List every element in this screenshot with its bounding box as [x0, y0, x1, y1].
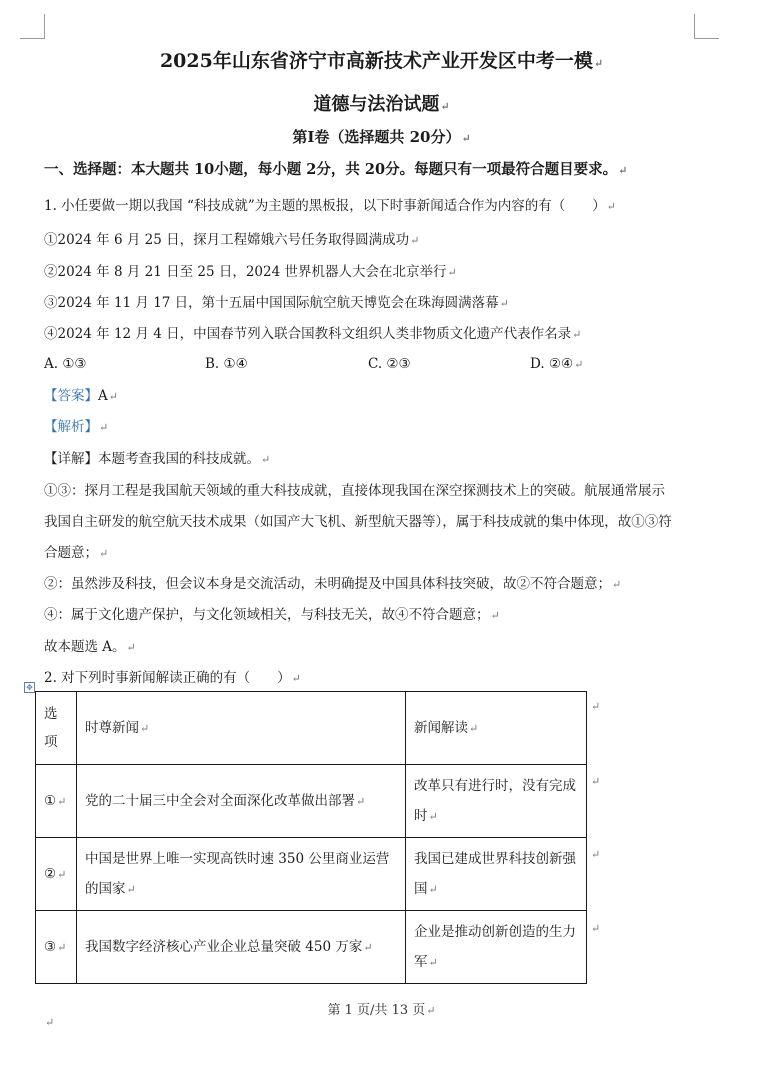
row-news: 中国是世界上唯一实现高铁时速 350 公里商业运营的国家↵: [77, 838, 406, 911]
q1-explain-5: ④：属于文化遗产保护，与文化领域相关，与科技无关，故④不符合题意；↵: [44, 607, 500, 623]
row-reading: 企业是推动创新创造的生力军↵: [406, 911, 587, 984]
row-news: 党的二十届三中全会对全面深化改革做出部署↵: [77, 765, 406, 838]
answer-tag: 【答案】: [44, 388, 98, 404]
header-news: 时尊新闻↵: [77, 692, 406, 765]
q1-option-a: A. ①③: [44, 356, 87, 372]
exam-title: 2025年山东省济宁市高新技术产业开发区中考一模↵: [159, 50, 604, 72]
row-number: ②↵: [36, 838, 77, 911]
q1-analysis: 【解析】↵: [44, 419, 109, 435]
q1-option-d: D. ②④↵: [530, 356, 584, 372]
q1-explain-1: ①③：探月工程是我国航天领域的重大科技成就，直接体现我国在深空探测技术上的突破。航展通常展示: [44, 483, 665, 499]
q1-explain-2: 我国自主研发的航空航天技术成果（如国产大飞机、新型航天器等），属于科技成就的集中体现，故①③符: [44, 514, 672, 530]
q1-item-2: ②2024 年 8 月 21 日至 25 日，2024 世界机器人大会在北京举行↵: [44, 264, 457, 280]
crop-mark-top-right: [694, 14, 719, 39]
q1-item-1: ①2024 年 6 月 25 日，探月工程嫦娥六号任务取得圆满成功↵: [44, 232, 420, 248]
row-reading: 我国已建成世界科技创新强国↵: [406, 838, 587, 911]
analysis-tag: 【解析】: [44, 419, 98, 435]
row-end-mark: ↵: [591, 775, 601, 788]
question-2-stem: 2. 对下列时事新闻解读正确的有（ ）↵: [44, 670, 301, 686]
table-row: [36, 765, 587, 838]
table-move-handle-icon[interactable]: ✥: [24, 682, 35, 693]
section-heading: 一、选择题：本大题共 10小题，每小题 2分，共 20分。每题只有一项最符合题目要求。↵: [44, 161, 628, 178]
q1-detail: 【详解】本题考查我国的科技成就。↵: [44, 451, 271, 467]
q1-explain-4: ②：虽然涉及科技，但会议本身是交流活动，未明确提及中国具体科技突破，故②不符合题意；↵: [44, 576, 622, 592]
row-end-mark: ↵: [591, 700, 601, 713]
table-row: [36, 911, 587, 984]
q1-item-3: ③2024 年 11 月 17 日，第十五届中国国际航空航天博览会在珠海圆满落幕↵: [44, 295, 509, 311]
crop-mark-top-left: [20, 14, 45, 39]
question-1-stem: 1. 小任要做一期以我国 “科技成就”为主题的黑板报，以下时事新闻适合作为内容的有（ ）↵: [44, 198, 616, 214]
row-number: ③↵: [36, 911, 77, 984]
subject-title: 道德与法治试题↵: [313, 94, 450, 115]
row-end-mark: ↵: [591, 922, 601, 935]
q1-conclusion: 故本题选 A。↵: [44, 639, 136, 655]
row-news: 我国数字经济核心产业企业总量突破 450 万家↵: [77, 911, 406, 984]
q1-answer: 【答案】A↵: [44, 388, 118, 404]
paragraph-mark: ↵: [45, 1016, 55, 1029]
q1-option-b: B. ①④: [205, 356, 248, 372]
table-header-row: [36, 692, 587, 765]
row-end-mark: ↵: [591, 848, 601, 861]
table-row: [36, 838, 587, 911]
row-number: ①↵: [36, 765, 77, 838]
q1-explain-3: 合题意；↵: [44, 545, 109, 561]
question-2-table: [35, 691, 587, 984]
q1-option-c: C. ②③: [368, 356, 411, 372]
page-footer: 第 1 页/共 13 页↵: [327, 1003, 436, 1018]
header-option: 选项: [36, 692, 77, 765]
volume-title: 第Ⅰ卷（选择题共 20分）↵: [292, 128, 471, 146]
row-reading: 改革只有进行时，没有完成时↵: [406, 765, 587, 838]
q1-item-4: ④2024 年 12 月 4 日，中国春节列入联合国教科文组织人类非物质文化遗产代表作名录↵: [44, 326, 582, 342]
header-reading: 新闻解读↵: [406, 692, 587, 765]
